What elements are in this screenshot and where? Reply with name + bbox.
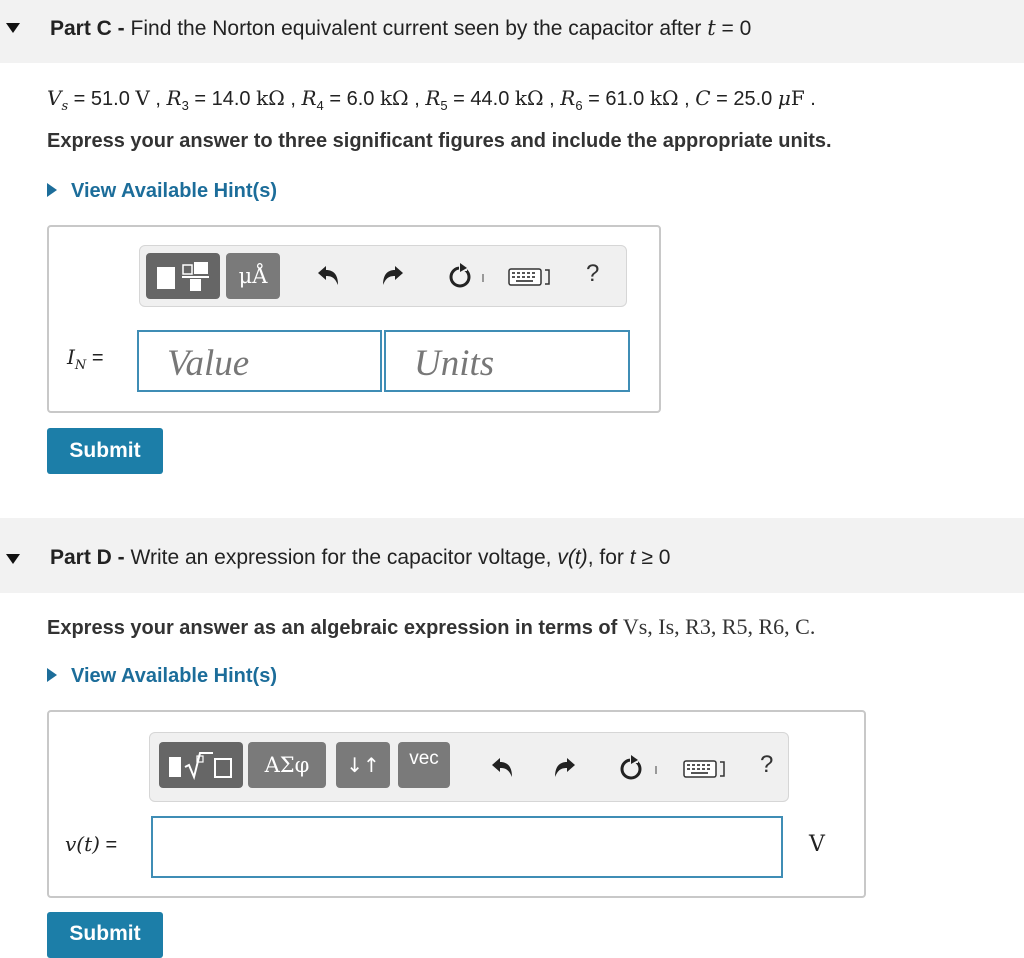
help-icon[interactable]: ? xyxy=(586,260,600,287)
vector-button[interactable]: vec xyxy=(398,742,450,788)
part-c-hint-link[interactable]: View Available Hint(s) xyxy=(47,180,277,203)
reset-icon[interactable] xyxy=(616,753,646,783)
part-d-header[interactable] xyxy=(0,518,1024,593)
fraction-template-icon xyxy=(156,260,210,292)
value-input[interactable]: Value xyxy=(137,330,382,392)
keyboard-icon[interactable] xyxy=(508,267,552,287)
part-c-header[interactable] xyxy=(0,0,1024,63)
expand-triangle-icon xyxy=(47,668,57,682)
expand-triangle-icon xyxy=(47,183,57,197)
units-input[interactable]: Units xyxy=(384,330,630,392)
greek-symbols-button[interactable]: ΑΣφ xyxy=(248,742,326,788)
part-d-toolbar xyxy=(149,732,789,802)
subscript-superscript-button[interactable]: ↓↑ xyxy=(336,742,390,788)
part-c-title: Part C - Find the Norton equivalent current seen by the capacitor after t = 0 xyxy=(50,16,752,40)
collapse-caret-icon[interactable] xyxy=(6,554,20,564)
redo-icon[interactable] xyxy=(552,755,578,781)
help-icon[interactable]: ? xyxy=(760,751,774,778)
templates-button[interactable] xyxy=(159,742,243,788)
collapse-caret-icon[interactable] xyxy=(6,23,20,33)
radical-template-icon xyxy=(167,749,235,781)
in-label: $I_N$ = xyxy=(67,345,104,373)
keyboard-icon[interactable] xyxy=(683,759,727,779)
part-d-hint-link[interactable]: View Available Hint(s) xyxy=(47,665,277,688)
given-values: $V_s = 51.0$ V , $R_3 = 14.0$ kΩ , $R_4 = 6.0$ kΩ , $R_5 = 44.0$ kΩ , $R_6 = 61.0$ kΩ , C = 25.0 μF . xyxy=(47,86,816,114)
part-c-instruction: Express your answer to three significant figures and include the appropriate units. xyxy=(47,130,832,152)
divider xyxy=(482,274,484,282)
expression-input[interactable] xyxy=(151,816,783,878)
part-d-submit-button[interactable]: Submit xyxy=(47,912,163,958)
undo-icon[interactable] xyxy=(315,263,341,289)
part-c-submit-button[interactable]: Submit xyxy=(47,428,163,474)
part-d-title: Part D - Write an expression for the capacitor voltage, v(t), for t ≥ 0 xyxy=(50,546,671,569)
part-d-answer-box xyxy=(47,710,866,898)
redo-icon[interactable] xyxy=(380,263,406,289)
templates-button[interactable] xyxy=(146,253,220,299)
units-button[interactable]: μÅ xyxy=(226,253,280,299)
part-c-answer-box xyxy=(47,225,661,413)
reset-icon[interactable] xyxy=(445,261,475,291)
undo-icon[interactable] xyxy=(489,755,515,781)
part-d-instruction: Express your answer as an algebraic expression in terms of Vs, Is, R3, R5, R6, C. xyxy=(47,614,816,639)
unit-volts-label: V xyxy=(809,832,825,857)
divider xyxy=(655,766,657,774)
part-c-toolbar xyxy=(139,245,627,307)
vt-label: v(t) = xyxy=(65,832,118,856)
